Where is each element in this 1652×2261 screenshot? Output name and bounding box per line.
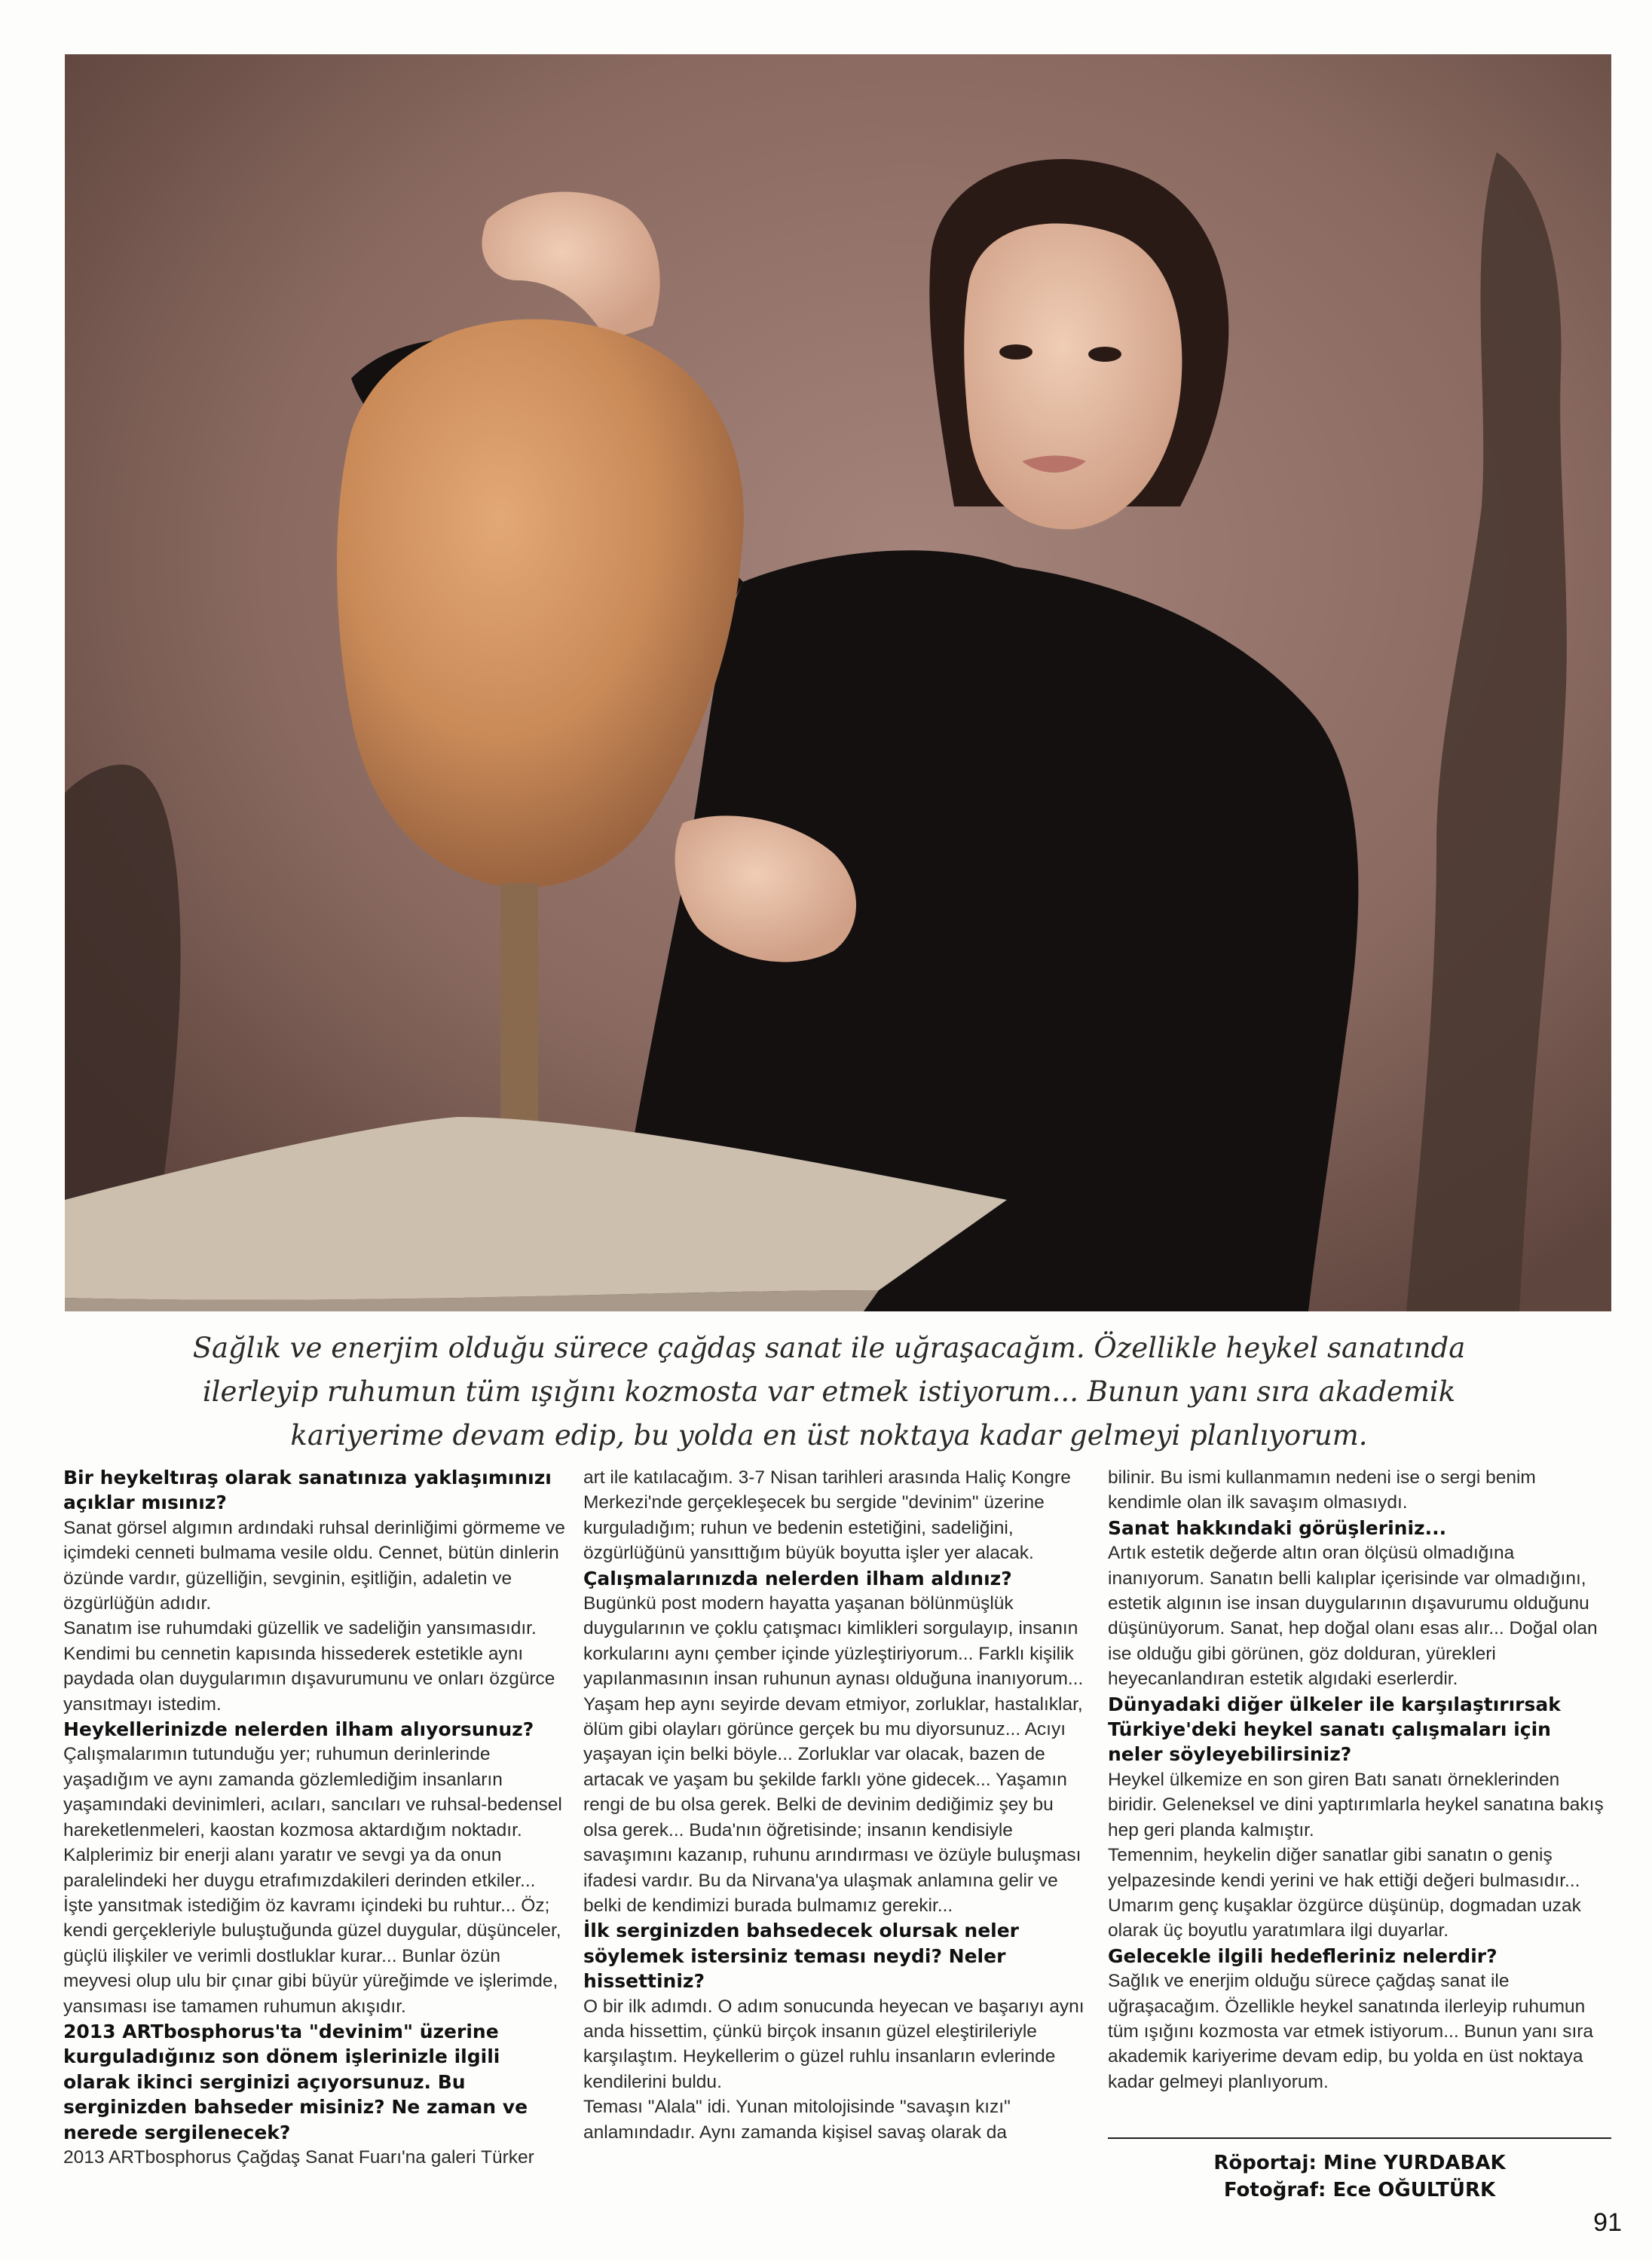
interview-credit: Röportaj: Mine YURDABAK — [1213, 2152, 1506, 2174]
artist-photo — [65, 54, 1611, 1311]
interview-question: Çalışmalarınızda nelerden ilham aldınız? — [583, 1567, 1012, 1589]
photo-credit: Fotoğraf: Ece OĞULTÜRK — [1223, 2179, 1496, 2201]
interview-answer: Artık estetik değerde altın oran ölçüsü olmadığına inanıyorum. Sanatın belli kalıplar içerisinde var olmadığını, estetik algının ise insan duygularının dışavurumu olduğunu düşünüyorum. Sanat, hep doğal olanı esas alır... Doğal olan ise olduğu gibi görünen, göz dolduran, yürekleri heyecanlandıran estetik algıdaki eserlerdir. — [1108, 1543, 1598, 1690]
interview-answer: Heykel ülkemize en son giren Batı sanatı örneklerinden biridir. Geleneksel ve dini yaptırımlarla heykel sanatına bakış hep geri planda kalmıştır. — [1108, 1769, 1604, 1840]
page-number: 91 — [1593, 2208, 1622, 2237]
interview-answer: O bir ilk adımdı. O adım sonucunda heyecan ve başarıyı aynı anda hissettim, çünkü birçok insanın güzel eleştirileriyle karşılaştım. Heykellerim o güzel ruhlu insanların evlerinde kendilerini buldu. — [583, 1996, 1085, 2092]
interview-answer: Teması "Alala" idi. Yunan mitolojisinde "savaşın kızı" anlamındadır. Aynı zamanda kişisel savaş olarak da — [583, 2097, 1011, 2143]
interview-answer: Bugünkü post modern hayatta yaşanan bölünmüşlük duygularının ve çoklu çatışmacı kimlikleri sorgulayıp, insanın korkularını aynı çember içinde yüzleştiriyorum... Farklı kişilik yapılanmasının insan ruhunun aynası olduğuna inanıyorum... Yaşam hep aynı seyirde devam etmiyor, zorluklar, hastalıklar, ölüm gibi olayları görünce gerçek bu mu diyorsunuz... Acıyı yaşayan için belki böyle... Zorluklar var olacak, bazen de artacak ve yaşam bu şekilde farklı yöne gidecek... Yaşamın rengi de bu olsa gerek. Belki de devinim dediğimiz şey bu olsa gerek... Buda'nın öğretisinde; insanın kendisiyle savaşımını kazanıp, ruhunu arındırması ve özüyle buluşması ifadesi vardır. Bu da Nirvana'ya ulaşmak anlamına gelir ve belki de kendimizi burada bulmamız gerekir... — [583, 1593, 1084, 1916]
interview-answer: Temennim, heykelin diğer sanatlar gibi sanatın o geniş yelpazesinde kendi yerini ve hak ettiği değeri bulmasıdır... Umarım genç kuşaklar özgürce düşünüp, dogmadan uzak olarak üç boyutlu yaratımlara ilgi duyarlar. — [1108, 1845, 1581, 1941]
interview-question: Dünyadaki diğer ülkeler ile karşılaştırırsak Türkiye'deki heykel sanatı çalışmaları için neler söyleyebilirsiniz? — [1108, 1693, 1561, 1766]
interview-question: Bir heykeltıraş olarak sanatınıza yaklaşımınızı açıklar mısınız? — [63, 1467, 552, 1514]
interview-question: 2013 ARTbosphorus'ta "devinim" üzerine kurguladığınız son dönem işlerinizle ilgili olarak ikinci serginizi açıyorsunuz. Bu serginizden bahseder misiniz? Ne zaman ve nerede sergilenecek? — [63, 2020, 528, 2143]
article-credits — [1108, 2137, 1611, 2204]
interview-question: Gelecekle ilgili hedefleriniz nelerdir? — [1108, 1944, 1498, 1967]
photo-illustration — [65, 54, 1611, 1311]
article-column-1 — [63, 1465, 568, 2170]
interview-answer: 2013 ARTbosphorus Çağdaş Sanat Fuarı'na galeri Türker — [63, 2146, 534, 2168]
interview-answer: Sanatım ise ruhumdaki güzellik ve sadeliğin yansımasıdır. Kendimi bu cennetin kapısında hissederek estetikle aynı paydada olan duygularımın dışavurumunu ve onları özgürce yansıtmayı istedim. — [63, 1618, 555, 1715]
article-column-2 — [583, 1465, 1091, 2145]
interview-question: İlk serginizden bahsedecek olursak neler söylemek istersiniz teması neydi? Neler hissettiniz? — [583, 1920, 1020, 1993]
interview-question: Heykellerinizde nelerden ilham alıyorsunuz? — [63, 1718, 534, 1741]
interview-answer: Sanat görsel algımın ardındaki ruhsal derinliğimi görmeme ve içimdeki cenneti bulmama vesile oldu. Cennet, bütün dinlerin özünde vardır, güzelliğin, sevginin, eşitliğin, adaletin ve özgürlüğün adıdır. — [63, 1517, 565, 1614]
article-column-3 — [1108, 1465, 1611, 2094]
pull-quote-caption: Sağlık ve enerjim olduğu sürece çağdaş sanat ile uğraşacağım. Özellikle heykel sanatında ilerleyip ruhumun tüm ışığını kozmosta var etmek istiyorum... Bunun yanı sıra akademik kariyerime devam edip, bu yolda en üst noktaya kadar gelmeyi planlıyorum. — [192, 1332, 1466, 1452]
interview-answer: Çalışmalarımın tutunduğu yer; ruhumun derinlerinde yaşadığım ve aynı zamanda gözlemlediğim insanların yaşamındaki devinimleri, acıları, sancıları ve ruhsal-bedensel hareketlenmeleri, kaostan kozmosa aktardığım noktadır. Kalplerimiz bir enerji alanı yaratır ve sevgi ya da onun paralelindeki her duygu etrafımızdakileri derinden etkiler... İşte yansıtmak istediğim öz kavramı içindeki bu ruhtur... Öz; kendi gerçekleriyle buluştuğunda güzel duygular, düşünceler, güçlü ilişkiler ve verimli dostluklar kurar... Bunlar özün meyvesi olup ulu bir çınar gibi büyür yüreğimde ve işlerimde, yansıması ise tamamen ruhumun akışıdır. — [63, 1744, 562, 2017]
interview-answer: Sağlık ve enerjim olduğu sürece çağdaş sanat ile uğraşacağım. Özellikle heykel sanatında ilerleyip ruhumun tüm ışığını kozmosta var etmek istiyorum... Bunun yanı sıra akademik kariyerime devam edip, bu yolda en üst noktaya kadar gelmeyi planlıyorum. — [1108, 1971, 1594, 2092]
interview-answer: art ile katılacağım. 3-7 Nisan tarihleri arasında Haliç Kongre Merkezi'nde gerçekleşecek bu sergide "devinim" üzerine kurguladığım; ruhun ve bedenin estetiğini, sadeliğini, özgürlüğünü yansıttığım büyük boyutta işler yer alacak. — [583, 1467, 1071, 1564]
interview-answer: bilinir. Bu ismi kullanmamın nedeni ise o sergi benim kendimle olan ilk savaşım olmasıydı. — [1108, 1467, 1536, 1513]
interview-question: Sanat hakkındaki görüşleriniz... — [1108, 1516, 1447, 1539]
